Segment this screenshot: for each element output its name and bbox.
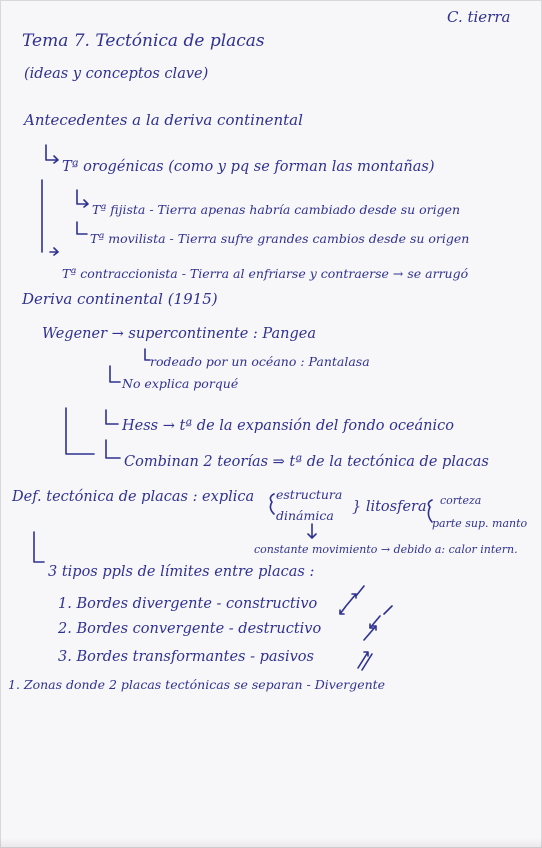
note-line-zonas: 1. Zonas donde 2 placas tectónicas se separan - Divergente <box>8 677 386 692</box>
hook-arrow-icon <box>106 440 120 458</box>
brace-right <box>428 500 432 522</box>
note-line-movilista: Tª movilista - Tierra sufre grandes cambios desde su origen <box>90 231 470 246</box>
convergent-arrows-icon <box>364 606 392 640</box>
note-line-hess: Hess → tª de la expansión del fondo oceánico <box>122 418 455 434</box>
note-line-orogenicas: Tª orogénicas (como y pq se forman las montañas) <box>62 159 435 175</box>
border-convergente: 2. Bordes convergente - destructivo <box>58 621 322 637</box>
definition-dinamica: dinámica <box>276 508 334 523</box>
definition-estructura: estructura <box>276 487 343 502</box>
page-edge-shadow <box>0 838 542 848</box>
hook-arrow-icon <box>145 349 150 360</box>
border-divergente: 1. Bordes divergente - constructivo <box>58 596 318 612</box>
hook-arrow-icon <box>110 366 120 382</box>
section-heading-antecedentes: Antecedentes a la deriva continental <box>24 111 303 129</box>
page-subtitle: (ideas y conceptos clave) <box>24 66 209 82</box>
hook-arrow-icon <box>77 190 88 207</box>
definition-line: Def. tectónica de placas : explica <box>12 489 255 505</box>
page-title: Tema 7. Tectónica de placas <box>22 31 265 51</box>
definition-parte-sup: parte sup. manto <box>432 517 528 530</box>
note-line-combinan: Combinan 2 teorías ⇒ tª de la tectónica de placas <box>124 454 489 470</box>
bracket-line <box>66 408 94 454</box>
note-line-contraccionista: Tª contraccionista - Tierra al enfriarse y contraerse → se arrugó <box>62 266 469 281</box>
transform-arrows-icon <box>358 652 372 670</box>
hook-arrow-icon <box>77 222 87 234</box>
border-transformantes: 3. Bordes transformantes - pasivos <box>58 649 314 665</box>
note-line-wegener: Wegener → supercontinente : Pangea <box>42 326 316 342</box>
hook-arrow-icon <box>50 248 58 255</box>
section-heading-deriva: Deriva continental (1915) <box>22 290 218 308</box>
hook-arrow-icon <box>106 410 118 424</box>
note-line-fijista: Tª fijista - Tierra apenas habría cambiado desde su origen <box>92 202 461 217</box>
definition-constante: constante movimiento → debido a: calor intern. <box>254 543 518 556</box>
definition-corteza: corteza <box>440 494 482 507</box>
note-line-pantalasa: rodeado por un océano : Pantalasa <box>150 354 370 369</box>
hook-arrow-icon <box>34 532 44 562</box>
down-arrow-icon <box>308 524 316 538</box>
subject-label: C. tierra <box>447 8 511 26</box>
definition-litosfera: } litosfera <box>352 499 427 515</box>
brace-left <box>270 494 274 514</box>
hook-arrow-icon <box>46 145 58 163</box>
divergent-arrows-icon <box>340 586 364 614</box>
note-line-no-explica: No explica porqué <box>122 376 239 391</box>
note-line-tipos: 3 tipos ppls de límites entre placas : <box>48 564 315 580</box>
